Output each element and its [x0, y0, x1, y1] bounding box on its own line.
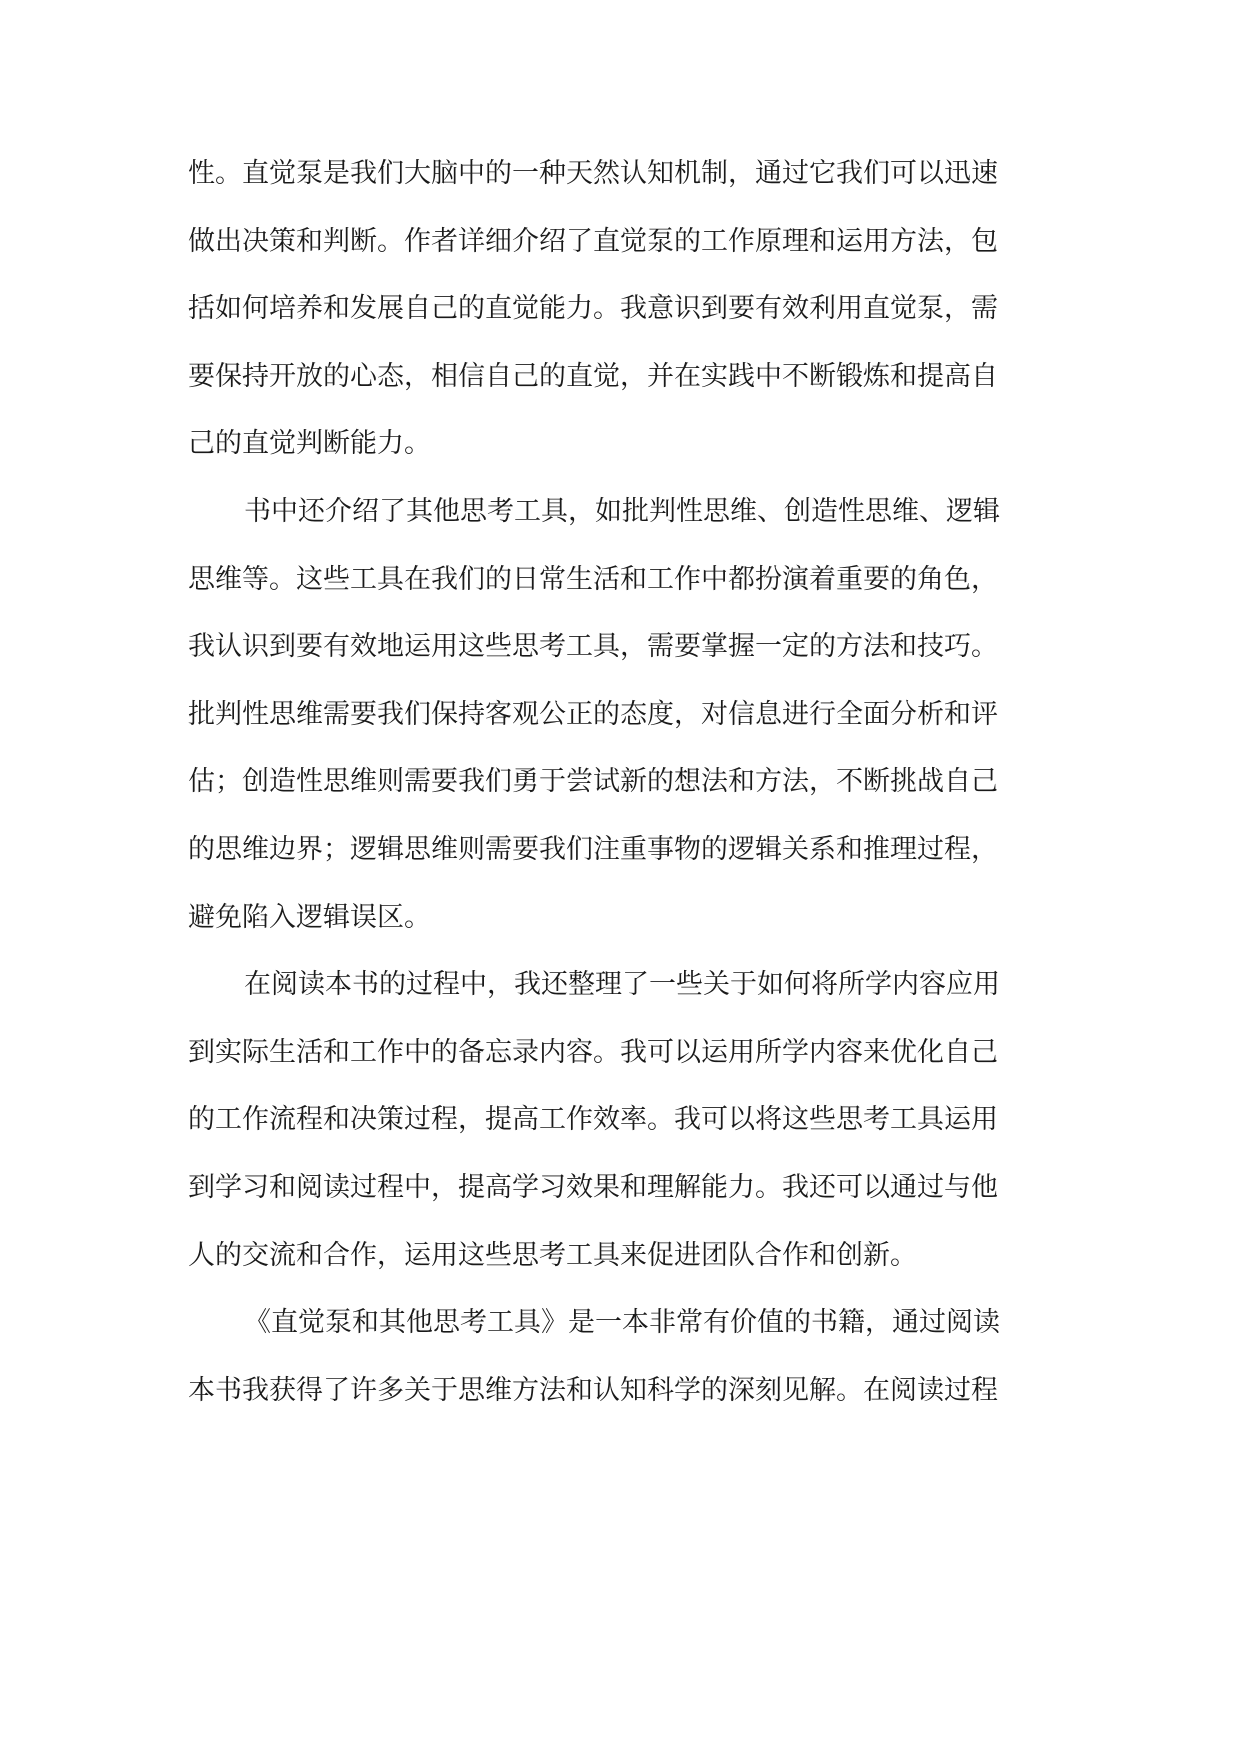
text-line: 批判性思维需要我们保持客观公正的态度，对信息进行全面分析和评 — [188, 698, 998, 730]
text-line: 思维等。这些工具在我们的日常生活和工作中都扮演着重要的角色， — [188, 563, 998, 595]
paragraph-first-line: 在阅读本书的过程中，我还整理了一些关于如何将所学内容应用 — [244, 969, 1000, 1001]
text-line: 人的交流和合作，运用这些思考工具来促进团队合作和创新。 — [188, 1239, 917, 1271]
text-line: 我认识到要有效地运用这些思考工具，需要掌握一定的方法和技巧。 — [188, 631, 998, 663]
paragraph-first-line: 《直觉泵和其他思考工具》是一本非常有价值的书籍，通过阅读 — [244, 1307, 1000, 1339]
text-line: 到学习和阅读过程中，提高学习效果和理解能力。我还可以通过与他 — [188, 1171, 998, 1203]
text-line: 括如何培养和发展自己的直觉能力。我意识到要有效利用直觉泵，需 — [188, 293, 998, 325]
paragraph-first-line: 书中还介绍了其他思考工具，如批判性思维、创造性思维、逻辑 — [244, 495, 1000, 527]
body-text — [188, 140, 1054, 1424]
text-line: 到实际生活和工作中的备忘录内容。我可以运用所学内容来优化自己 — [188, 1036, 998, 1068]
text-line: 做出决策和判断。作者详细介绍了直觉泵的工作原理和运用方法，包 — [188, 225, 998, 257]
text-line: 性。直觉泵是我们大脑中的一种天然认知机制，通过它我们可以迅速 — [188, 158, 998, 189]
text-line: 己的直觉判断能力。 — [188, 428, 431, 460]
text-line: 避免陷入逻辑误区。 — [188, 901, 431, 933]
text-line: 本书我获得了许多关于思维方法和认知科学的深刻见解。在阅读过程 — [188, 1374, 998, 1406]
text-line: 的工作流程和决策过程，提高工作效率。我可以将这些思考工具运用 — [188, 1104, 998, 1136]
text-line: 的思维边界；逻辑思维则需要我们注重事物的逻辑关系和推理过程， — [188, 833, 998, 865]
text-line: 要保持开放的心态，相信自己的直觉，并在实践中不断锻炼和提高自 — [188, 360, 998, 392]
text-line: 估；创造性思维则需要我们勇于尝试新的想法和方法，不断挑战自己 — [188, 766, 998, 798]
